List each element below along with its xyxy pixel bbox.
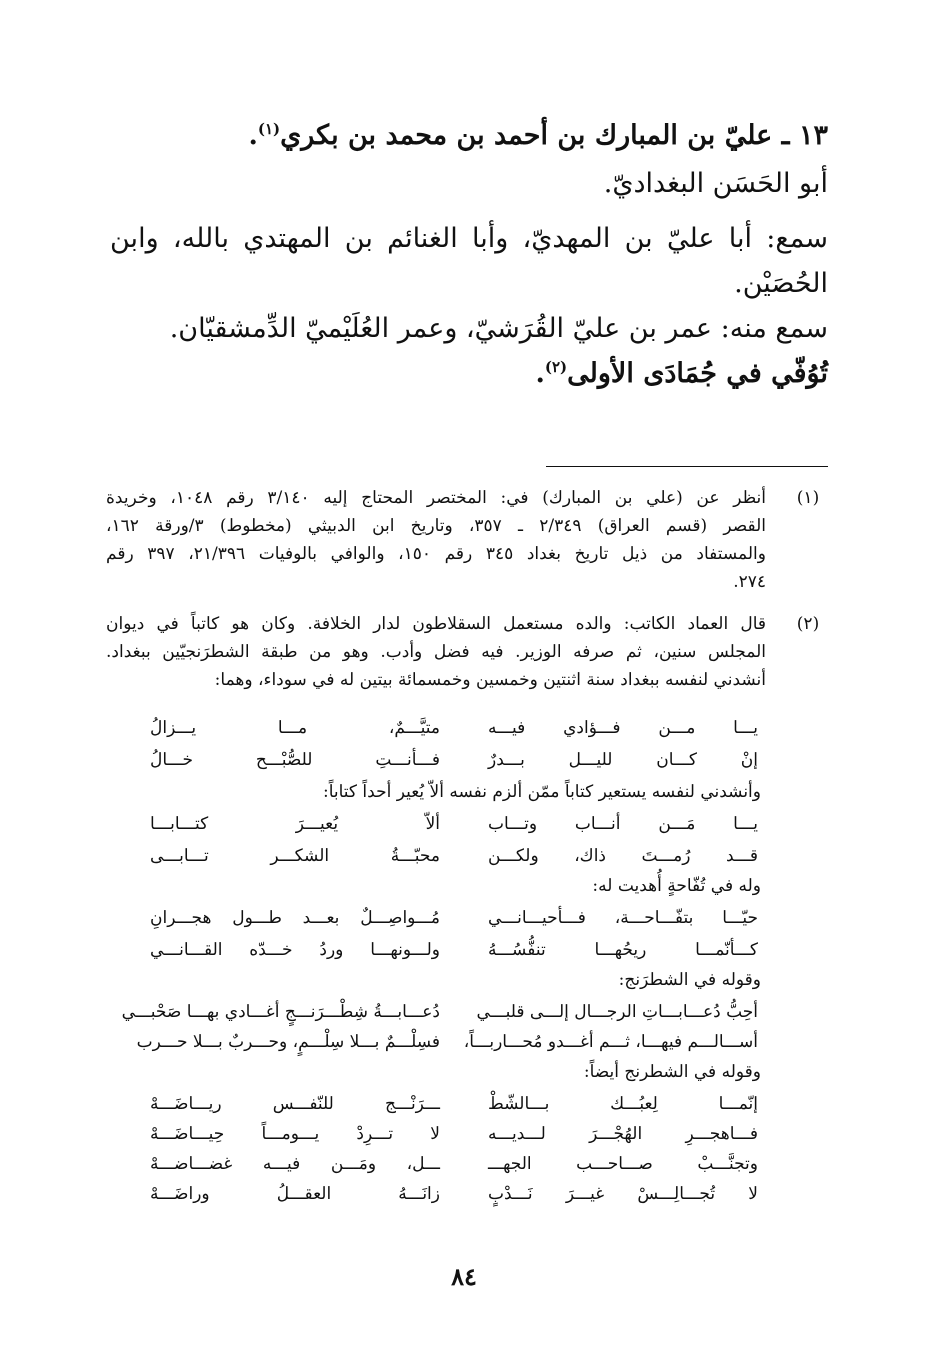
verse-second-hemistich: محبّـــةُ الشكـــر تـــابـــى xyxy=(150,846,440,866)
verse-second-hemistich: فسِلْـــمٌ بـــلا سِلْـــمٍ، وحـــربٌ بـــلا حـــرب xyxy=(136,1032,440,1052)
verse-first-hemistich: يـــا مـــن فـــؤادي فيـــه xyxy=(488,718,758,738)
verse-first-hemistich: إنْ كـــان لليـــل بـــدرٌ xyxy=(488,750,758,770)
footnote-1-line: أنظر عن (علي بن المبارك) في: المختصر المحتاج إليه ٣/١٤٠ رقم ١٠٤٨، وخريدة xyxy=(106,488,766,508)
poem-intro: وأنشدني لنفسه يستعير كتاباً ممّن ألزم نفسه ألاّ يُعير أحداً كتاباً: xyxy=(322,782,761,802)
verse-second-hemistich: ـــرَنْـــج للنّفـــس ريـــاضَـــهْ xyxy=(150,1094,440,1114)
poem-intro: وقوله في الشطرَنج: xyxy=(618,970,761,990)
verse-first-hemistich: حيّـــا بتفّـــاحـــة، فـــأحيـــانـــي xyxy=(488,908,758,928)
footnote-1-line: القصر (قسم العراق) ٢/٣٤٩ ـ ٣٥٧، وتاريخ ابن الدبيثي (مخطوط) ٣/ورقة ١٦٢، xyxy=(106,516,767,536)
verse-second-hemistich: مُـــواصِـــلٌ بعـــد طـــول هجـــرانِ xyxy=(150,908,440,928)
page-number: ٨٤ xyxy=(451,1262,477,1291)
footnote-2-line: أنشدني لنفسه ببغداد سنة اثنتين وخمسين وخمسمائة بيتين له في سوداء، وهما: xyxy=(214,670,766,690)
verse-second-hemistich: ألاّ يُعيـــرَ كتـــابـــا xyxy=(150,814,440,834)
footnote-2-line: المجلس سنين، ثم صرفه الوزير. فيه فضل وأدب. وهو من طبقة الشطرَنجيّين ببغداد. xyxy=(106,642,766,662)
verse-second-hemistich: لا تـــرِدْ يـــومـــاً حِيـــاضَـــهْ xyxy=(150,1124,440,1144)
poem-intro: وقوله في الشطرنج أيضاً: xyxy=(583,1062,761,1082)
footnote-1-line: ٢٧٤. xyxy=(733,572,766,592)
verse-second-hemistich: متيَّـــمٌ، مـــا يـــزالُ xyxy=(150,718,440,738)
footnote-number-2: (٢) xyxy=(796,614,820,634)
verse-second-hemistich: دُعـــابـــةُ شِطْـــرَنـــجٍ أغـــادي بهـــا صَحْبـــي xyxy=(121,1002,440,1022)
footnote-number-1: (١) xyxy=(796,488,820,508)
footnote-1-line: والمستفاد من ذيل تاريخ بغداد ٣٤٥ رقم ١٥٠، والوافي بالوفيات ٢١/٣٩٦، ٣٩٧ رقم xyxy=(106,544,766,564)
verse-first-hemistich: فـــاهجـــرِ الهُجْـــرَ لـــديـــه xyxy=(488,1124,758,1144)
entry-heard-from: سمع منه: عمر بن عليّ القُرَشيّ، وعمر العُلَيْميّ الدِّمشقيّان. xyxy=(169,313,828,344)
entry-kunya: أبو الحَسَن البغداديّ. xyxy=(603,168,828,199)
verse-first-hemistich: وتجنَّـــبْ صـــاحـــب الجهـــ xyxy=(488,1154,758,1174)
entry-heading: ١٣ ـ عليّ بن المبارك بن أحمد بن محمد بن بكري$^{(١)}$. xyxy=(248,120,828,151)
poem-intro: وله في تُفّاحةٍ أُهديت له: xyxy=(592,876,761,896)
entry-heard-line-1: سمع: أبا عليّ بن المهديّ، وأبا الغنائم بن المهتدي بالله، وابن xyxy=(110,223,828,254)
footnote-ref-1: (١) xyxy=(257,120,281,138)
footnote-2-line: قال العماد الكاتب: والده مستعمل السقلاطون لدار الخلافة. وكان هو كاتباً في ديوان xyxy=(106,614,766,634)
verse-first-hemistich: يـــا مَـــن أنـــاب وتـــاب xyxy=(488,814,758,834)
verse-second-hemistich: ولـــونهـــا وردُ خـــدّه القـــانـــي xyxy=(150,940,440,960)
verse-second-hemistich: زانَـــهُ العقـــلُ وراضَـــهْ xyxy=(150,1184,440,1204)
verse-first-hemistich: كـــأنّمـــا ريحُهـــا تنفُّسُـــهُ xyxy=(488,940,758,960)
verse-first-hemistich: أحِبُّ دُعـــابـــاتِ الرجـــال إلـــى قلبـــي xyxy=(476,1002,758,1022)
verse-first-hemistich: قـــد رُمـــتَ ذاك، ولكـــن xyxy=(488,846,758,866)
footnote-ref-2: (٢) xyxy=(544,358,568,376)
entry-death: تُوُفّي في جُمَادَى الأولى$^{(٢)}$. xyxy=(535,358,828,389)
footnote-separator xyxy=(546,466,828,467)
verse-first-hemistich: لا تُجـــالِـــسْ غيـــرَ نَـــدْبٍ xyxy=(488,1184,758,1204)
verse-second-hemistich: ـــل، ومَـــن فيـــه غضـــاضـــهْ xyxy=(150,1154,440,1174)
verse-second-hemistich: فـــأنـــتِ للصُّبْـــح خـــالُ xyxy=(150,750,440,770)
verse-first-hemistich: إنّمـــا لِعبُـــك بـــالشّطْ xyxy=(488,1094,758,1114)
verse-first-hemistich: أســـالـــم فيهـــا، ثـــم أغـــدو مُحـــاربـــاً، xyxy=(463,1032,758,1052)
entry-heard-line-2: الحُصَيْن. xyxy=(734,268,828,299)
